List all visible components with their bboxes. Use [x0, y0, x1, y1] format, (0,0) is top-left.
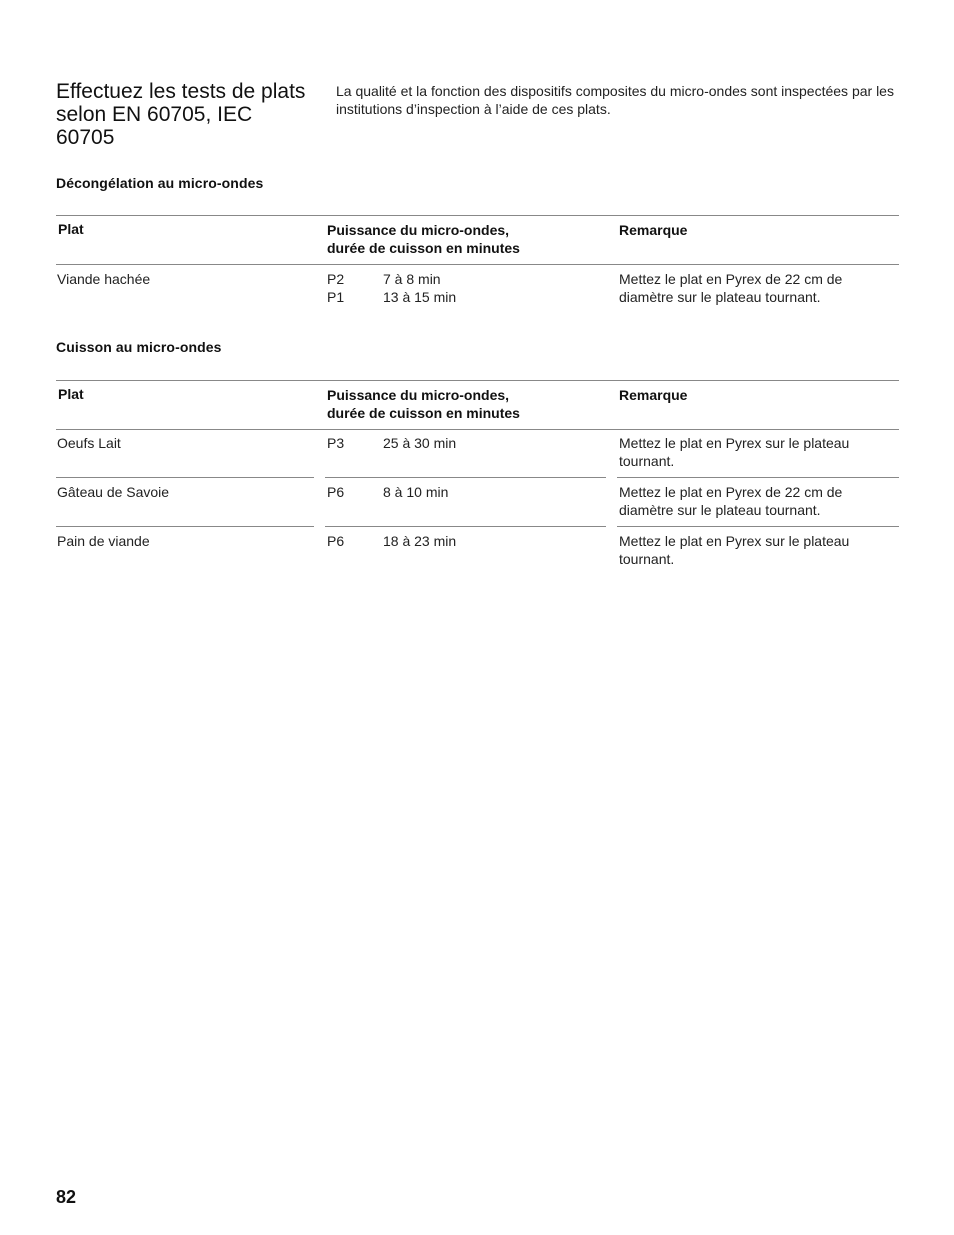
- column-header-power-line1: Puissance du micro-ondes,: [327, 222, 510, 238]
- row-note: Mettez le plat en Pyrex sur le plateau tournant.: [619, 533, 850, 567]
- column-header-note: Remarque: [619, 222, 688, 238]
- row-time: 25 à 30 min: [383, 435, 457, 451]
- row-rule-power: [325, 526, 606, 527]
- page-title: Effectuez les tests de plats selon EN 60705, IEC 60705: [56, 80, 306, 149]
- row-power-level: P6: [327, 484, 345, 500]
- column-header-power-line1: Puissance du micro-ondes,: [327, 387, 510, 403]
- column-header-note: Remarque: [619, 387, 688, 403]
- row-power-level: P1: [327, 289, 345, 305]
- column-header-power-line2: durée de cuisson en minutes: [327, 405, 520, 421]
- table-top-rule: [56, 380, 899, 381]
- row-note: Mettez le plat en Pyrex de 22 cm de diamètre sur le plateau tournant.: [619, 271, 843, 305]
- row-time: 13 à 15 min: [383, 289, 457, 305]
- column-header-power-line2: durée de cuisson en minutes: [327, 240, 520, 256]
- column-header-dish: Plat: [58, 386, 84, 402]
- row-time: 7 à 8 min: [383, 271, 441, 287]
- table-header-rule: [56, 429, 899, 430]
- row-dish: Pain de viande: [57, 533, 150, 549]
- row-time: 18 à 23 min: [383, 533, 457, 549]
- section-title-cooking: Cuisson au micro-ondes: [56, 339, 222, 355]
- row-note: Mettez le plat en Pyrex de 22 cm de diamètre sur le plateau tournant.: [619, 484, 843, 518]
- cooking-table: [56, 380, 899, 580]
- row-rule-power: [325, 477, 606, 478]
- section-title-defrost: Décongélation au micro-ondes: [56, 175, 264, 191]
- intro-paragraph: La qualité et la fonction des dispositifs composites du micro-ondes sont inspectées par les institutions d’inspection à l’aide de ces plats.: [336, 83, 894, 117]
- row-rule-note: [617, 526, 899, 527]
- row-rule-dish: [56, 477, 314, 478]
- row-dish: Gâteau de Savoie: [57, 484, 170, 500]
- column-header-power: [327, 386, 520, 422]
- page-number: 82: [56, 1187, 77, 1207]
- row-time: 8 à 10 min: [383, 484, 449, 500]
- row-rule-note: [617, 477, 899, 478]
- defrost-table: [56, 215, 899, 315]
- row-power-levels: [327, 270, 377, 306]
- row-dish: Oeufs Lait: [57, 435, 121, 451]
- table-header-rule: [56, 264, 899, 265]
- row-power-level: P6: [327, 533, 345, 549]
- row-power-level: P3: [327, 435, 345, 451]
- row-dish: Viande hachée: [57, 271, 151, 287]
- column-header-dish: Plat: [58, 221, 84, 237]
- column-header-power: [327, 221, 520, 257]
- row-times: [383, 270, 583, 306]
- row-power-level: P2: [327, 271, 345, 287]
- row-note: Mettez le plat en Pyrex sur le plateau tournant.: [619, 435, 850, 469]
- row-rule-dish: [56, 526, 314, 527]
- table-top-rule: [56, 215, 899, 216]
